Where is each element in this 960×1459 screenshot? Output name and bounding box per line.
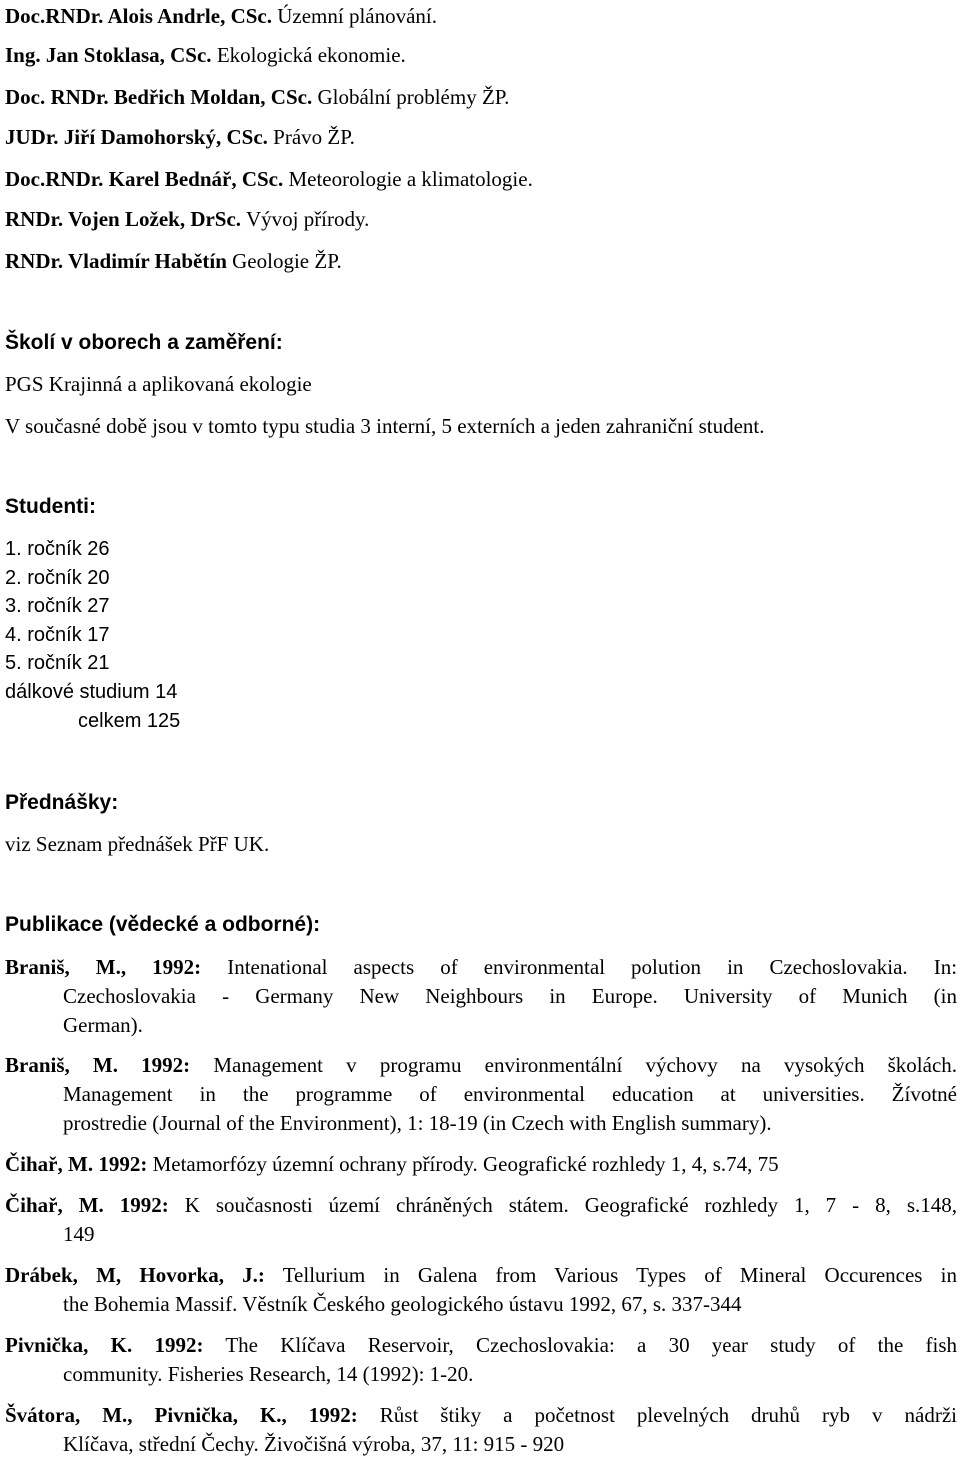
- publications-heading: Publikace (vědecké a odborné):: [5, 913, 321, 936]
- year-count: 5. ročník 21: [5, 652, 110, 674]
- staff-name: JUDr. Jiří Damohorský, CSc.: [5, 125, 268, 149]
- publication-line: Czechoslovakia - Germany New Neighbours in Europe. University of Munich (in: [63, 984, 957, 1008]
- publication-item: [5, 1051, 957, 1138]
- publication-authors: Pivnička, K. 1992:: [5, 1333, 204, 1357]
- publication-line: Čihař, M. 1992: K současnosti území chráněných státem. Geografické rozhledy 1, 7 - 8, s.148,: [5, 1193, 957, 1217]
- publication-line: Braniš, M. 1992: Management v programu environmentální výchovy na vysokých školách.: [5, 1053, 958, 1077]
- publication-line: Drábek, M, Hovorka, J.: Tellurium in Galena from Various Types of Mineral Occurences in: [5, 1263, 957, 1287]
- students-total: celkem 125: [78, 710, 181, 732]
- publication-item: [5, 1150, 957, 1179]
- publication-line: the Bohemia Massif. Věstník Českého geologického ústavu 1992, 67, s. 337-344: [63, 1292, 742, 1316]
- staff-line: [5, 4, 437, 28]
- year-count: 3. ročník 27: [5, 595, 110, 617]
- publication-line: 149: [63, 1222, 95, 1246]
- publication-line: Braniš, M., 1992: Intenational aspects of environmental polution in Czechoslovakia. In:: [5, 955, 958, 979]
- publication-authors: Čihař, M. 1992:: [5, 1193, 169, 1217]
- staff-line: [5, 43, 406, 67]
- publication-line: German).: [63, 1013, 143, 1037]
- staff-line: [5, 207, 369, 231]
- staff-name: Ing. Jan Stoklasa, CSc.: [5, 43, 212, 67]
- staff-name: Doc.RNDr. Alois Andrle, CSc.: [5, 4, 272, 28]
- staff-name: RNDr. Vladimír Habětín: [5, 249, 227, 273]
- staff-line: [5, 249, 342, 273]
- publication-authors: Čihař, M. 1992:: [5, 1152, 148, 1176]
- publication-line: Klíčava, střední Čechy. Živočišná výroba, 37, 11: 915 - 920: [63, 1432, 565, 1456]
- publication-line: prostredie (Journal of the Environment), 1: 18-19 (in Czech with English summary).: [63, 1111, 772, 1135]
- publication-item: [5, 1401, 957, 1459]
- publication-item: [5, 1331, 957, 1389]
- staff-field: Územní plánování.: [277, 4, 438, 28]
- staff-field: Geologie ŽP.: [232, 249, 342, 273]
- publication-item: [5, 1261, 957, 1319]
- staff-field: Globální problémy ŽP.: [317, 85, 510, 109]
- publication-line: Management in the programme of environmental education at universities. Žívotné: [63, 1082, 957, 1106]
- year-count: dálkové studium 14: [5, 681, 178, 703]
- students-heading: Studenti:: [5, 495, 96, 518]
- staff-line: [5, 85, 509, 109]
- staff-line: [5, 125, 355, 149]
- staff-field: Meteorologie a klimatologie.: [288, 167, 533, 191]
- publication-authors: Drábek, M, Hovorka, J.:: [5, 1263, 265, 1287]
- staff-name: Doc. RNDr. Bedřich Moldan, CSc.: [5, 85, 313, 109]
- year-count: 1. ročník 26: [5, 538, 110, 560]
- staff-field: Právo ŽP.: [273, 125, 355, 149]
- staff-field: Vývoj přírody.: [245, 207, 370, 231]
- lectures-text: viz Seznam přednášek PřF UK.: [5, 832, 270, 856]
- staff-name: RNDr. Vojen Ložek, DrSc.: [5, 207, 242, 231]
- publication-line: Švátora, M., Pivnička, K., 1992: Růst štiky a početnost plevelných druhů ryb v nádrži: [5, 1403, 957, 1427]
- year-count: 4. ročník 17: [5, 624, 110, 646]
- publication-item: [5, 953, 957, 1040]
- lectures-heading: Přednášky:: [5, 791, 119, 814]
- program-text: PGS Krajinná a aplikovaná ekologie: [5, 372, 312, 396]
- year-count: 2. ročník 20: [5, 567, 110, 589]
- publication-item: [5, 1191, 957, 1249]
- publication-line: community. Fisheries Research, 14 (1992): 1-20.: [63, 1362, 474, 1386]
- publication-line: Pivnička, K. 1992: The Klíčava Reservoir, Czechoslovakia: a 30 year study of the fish: [5, 1333, 957, 1357]
- staff-name: Doc.RNDr. Karel Bednář, CSc.: [5, 167, 284, 191]
- publication-line: Čihař, M. 1992: Metamorfózy územní ochrany přírody. Geografické rozhledy 1, 4, s.74, 75: [5, 1152, 779, 1176]
- publication-authors: Braniš, M. 1992:: [5, 1053, 191, 1077]
- publication-authors: Braniš, M., 1992:: [5, 955, 202, 979]
- staff-field: Ekologická ekonomie.: [216, 43, 406, 67]
- publication-authors: Švátora, M., Pivnička, K., 1992:: [5, 1403, 358, 1427]
- skoli-heading: Školí v oborech a zaměření:: [5, 331, 283, 354]
- staff-line: [5, 167, 533, 191]
- students-note: V současné době jsou v tomto typu studia 3 interní, 5 externích a jeden zahraniční student.: [5, 414, 765, 438]
